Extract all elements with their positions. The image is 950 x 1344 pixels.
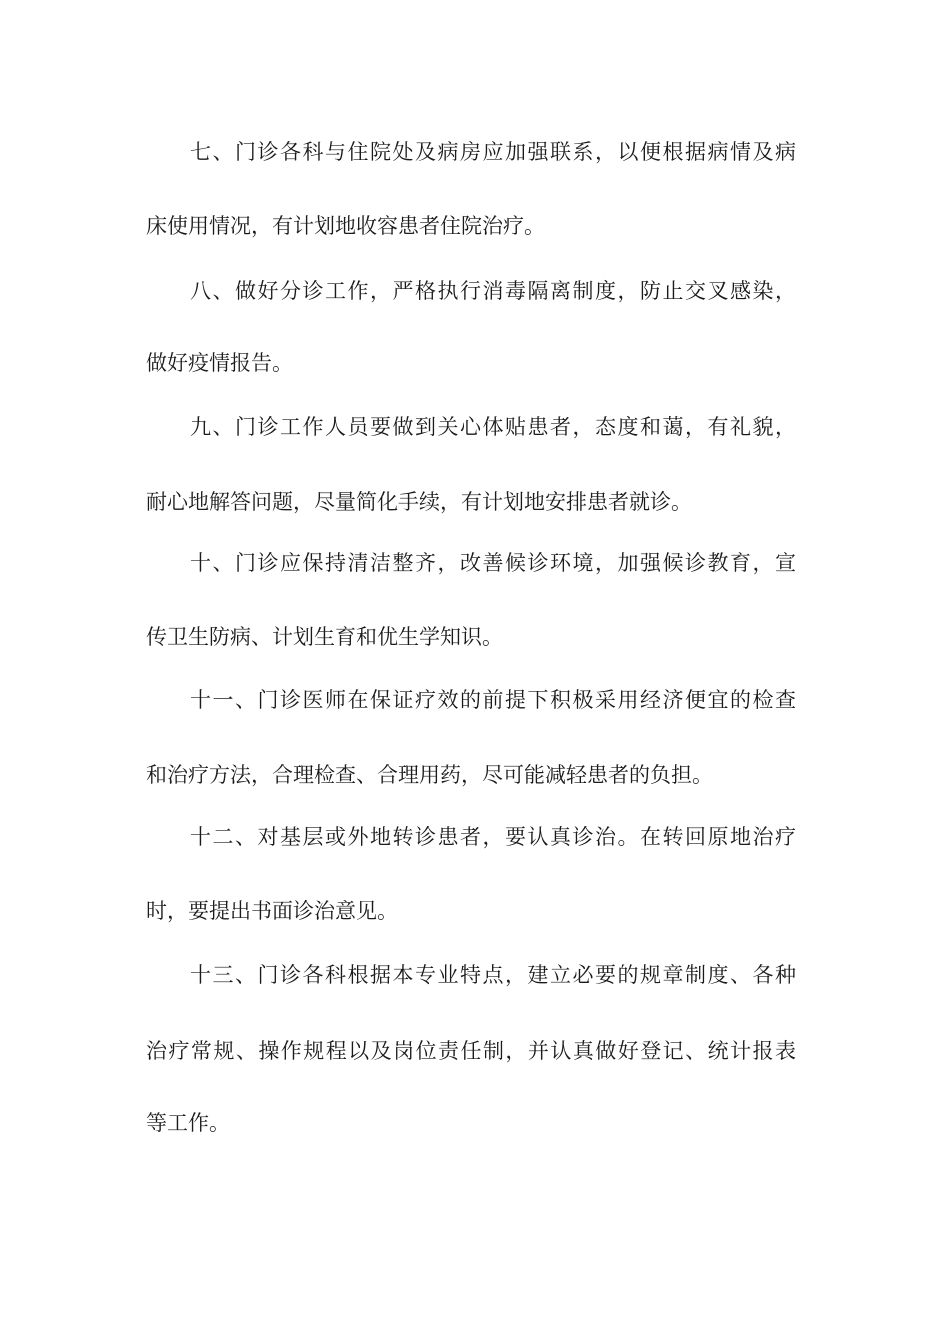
paragraph-9-line-2: 耐心地解答问题，尽量简化手续，有计划地安排患者就诊。 bbox=[146, 490, 692, 514]
paragraph-7-line-1: 七、门诊各科与住院处及病房应加强联系，以便根据病情及病 bbox=[190, 140, 796, 164]
paragraph-13-line-1: 十三、门诊各科根据本专业特点，建立必要的规章制度、各种 bbox=[190, 963, 796, 987]
paragraph-7-line-2: 床使用情况，有计划地收容患者住院治疗。 bbox=[146, 214, 545, 238]
paragraph-11-line-2: 和治疗方法，合理检查、合理用药，尽可能减轻患者的负担。 bbox=[146, 763, 713, 787]
paragraph-11-line-1: 十一、门诊医师在保证疗效的前提下积极采用经济便宜的检查 bbox=[190, 688, 796, 712]
paragraph-9-line-1: 九、门诊工作人员要做到关心体贴患者，态度和蔼，有礼貌， bbox=[190, 415, 796, 439]
paragraph-8-line-1: 八、做好分诊工作，严格执行消毒隔离制度，防止交叉感染， bbox=[190, 279, 796, 303]
paragraph-8-line-2: 做好疫情报告。 bbox=[146, 351, 293, 375]
paragraph-13-line-2: 治疗常规、操作规程以及岗位责任制，并认真做好登记、统计报表 bbox=[146, 1039, 796, 1063]
paragraph-12-line-2: 时，要提出书面诊治意见。 bbox=[146, 899, 398, 923]
paragraph-12-line-1: 十二、对基层或外地转诊患者，要认真诊治。在转回原地治疗 bbox=[190, 825, 796, 849]
paragraph-10-line-1: 十、门诊应保持清洁整齐，改善候诊环境，加强候诊教育，宣 bbox=[190, 551, 796, 575]
paragraph-13-line-3: 等工作。 bbox=[146, 1111, 230, 1135]
paragraph-10-line-2: 传卫生防病、计划生育和优生学知识。 bbox=[146, 625, 503, 649]
